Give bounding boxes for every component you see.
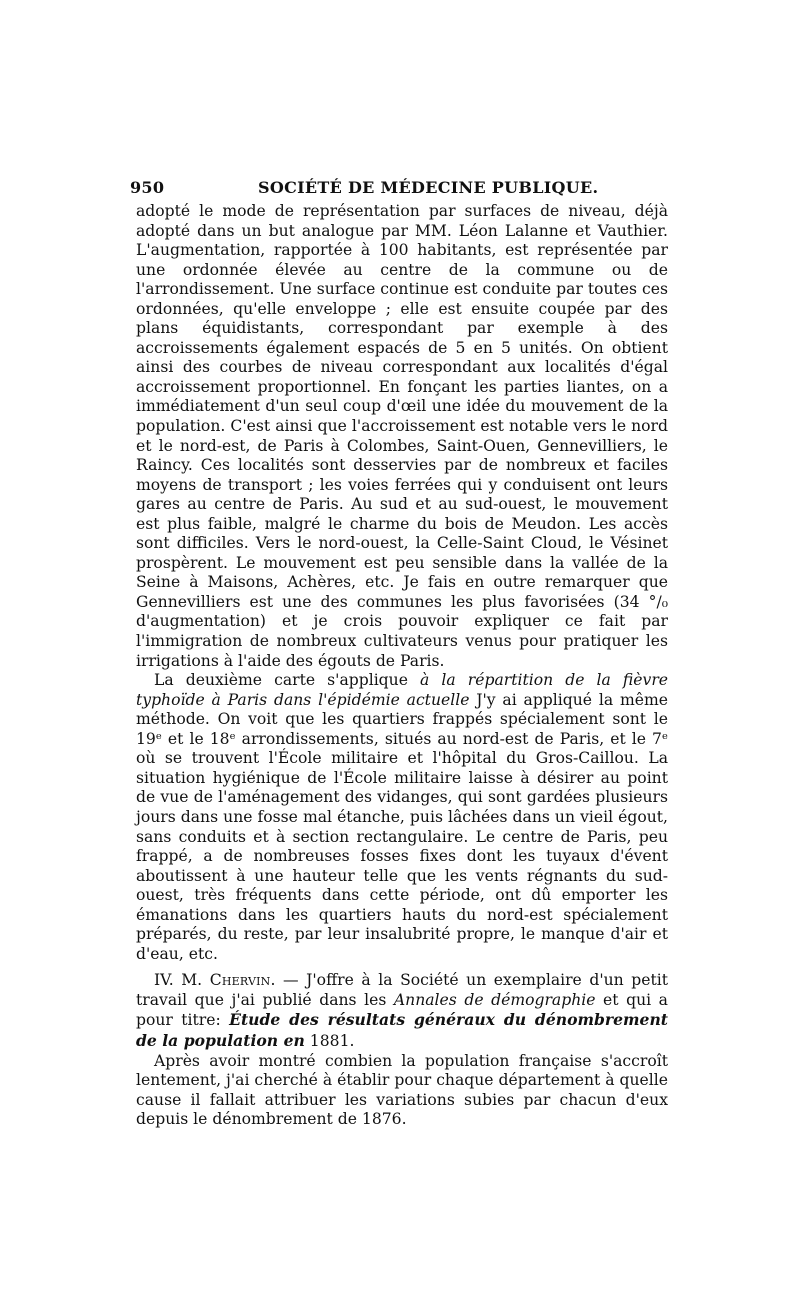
paragraph-population-maps: adopté le mode de représentation par surfaces de niveau, déjà adopté dans un but analogue par MM. Léon Lalanne et Vauthier. L'augmentation, rapportée à 100 habitants, est représentée par une ordonnée élevée au centre de la commune ou de l'arrondissement. Une surface continue est conduite par toutes ces ordonnées, qu'elle enveloppe ; elle est ensuite coupée par des plans équidistants, correspondant par exemple à des accroissements également espacés de 5 en 5 unités. On obtient ainsi des courbes de niveau correspondant aux localités d'égal accroissement proportionnel. En fonçant les parties liantes, on a immédiatement d'un seul coup d'œil une idée du mouvement de la population. C'est ainsi que l'accroissement est notable vers le nord et le nord-est, de Paris à Colombes, Saint-Ouen, Gennevilliers, le Raincy. Ces localités sont desservies par de nombreux et faciles moyens de transport ; les voies ferrées qui y conduisent ont leurs gares au centre de Paris. Au sud et au sud-ouest, le mouvement est plus faible, malgré le charme du bois de Meudon. Les accès sont difficiles. Vers le nord-ouest, la Celle-Saint Cloud, le Vésinet prospèrent. Le mouvement est peu sensible dans la vallée de la Seine à Maisons, Achères, etc. Je fais en outre remarquer que Gennevilliers est une des communes les plus favorisées (34 °/₀ d'augmentation) et je crois pouvoir expliquer ce fait par l'immigration de nombreux cultivateurs venus pour pratiquer les irrigations à l'aide des égouts de Paris. xyxy=(136,202,668,670)
paragraph-typhoid-map-text-start: La deuxième carte s'applique xyxy=(154,671,421,690)
paragraph-chervin-presentation xyxy=(136,971,668,1051)
running-header xyxy=(130,174,668,202)
body-text xyxy=(136,202,668,1130)
page-number: 950 xyxy=(130,178,165,197)
paragraph-chervin-text-start: . — J'offre à la Société un exemplaire d'un petit travail que j'ai publié dans les xyxy=(136,971,668,1009)
paragraph-chervin-text-middle: et qui a pour titre: xyxy=(136,990,668,1030)
book-page xyxy=(130,174,669,1130)
journal-title: Annales de démographie xyxy=(393,990,596,1009)
typhoid-map-subject: à la répartition de la fièvre typhoïde à Paris dans l'épidémie actuelle xyxy=(136,671,669,709)
paragraph-typhoid-map xyxy=(136,671,668,964)
page-title: SOCIÉTÉ DE MÉDECINE PUBLIQUE. xyxy=(258,178,599,197)
work-title: Étude des résultats généraux du dénombrement de la population en xyxy=(136,1010,668,1050)
speaker-name: Chervin xyxy=(209,971,271,990)
work-year: 1881. xyxy=(304,1031,355,1050)
section-label: IV. M. xyxy=(154,971,210,990)
paragraph-typhoid-map-text-end: J'y ai appliqué la même méthode. On voit que les quartiers frappés spécialement sont le 19ᵉ et le 18ᵉ arrondissements, situés au nord-est de Paris, et le 7ᵉ où se trouvent l'École militaire et l'hôpital du Gros-Caillou. La situation hygiénique de l'École militaire laisse à désirer au point de vue de l'aménagement des vidanges, qui sont gardées plusieurs jours dans une fosse mal étanche, puis lâchées dans un vieil égout, sans conduits et à section rectangulaire. Le centre de Paris, peu frappé, a de nombreuses fosses fixes dont les tuyaux d'évent aboutissent à une hauteur telle que les vents régnants du sud-ouest, très fréquents dans cette période, ont dû emporter les émanations dans les quartiers hauts du nord-est spécialement préparés, du reste, par leur insalubrité propre, le manque d'air et d'eau, etc. xyxy=(136,690,668,963)
paragraph-population-growth: Après avoir montré combien la population française s'accroît lentement, j'ai cherché à établir pour chaque département à quelle cause il fallait attribuer les variations subies par chacun d'eux depuis le dénombrement de 1876. xyxy=(136,1051,668,1129)
